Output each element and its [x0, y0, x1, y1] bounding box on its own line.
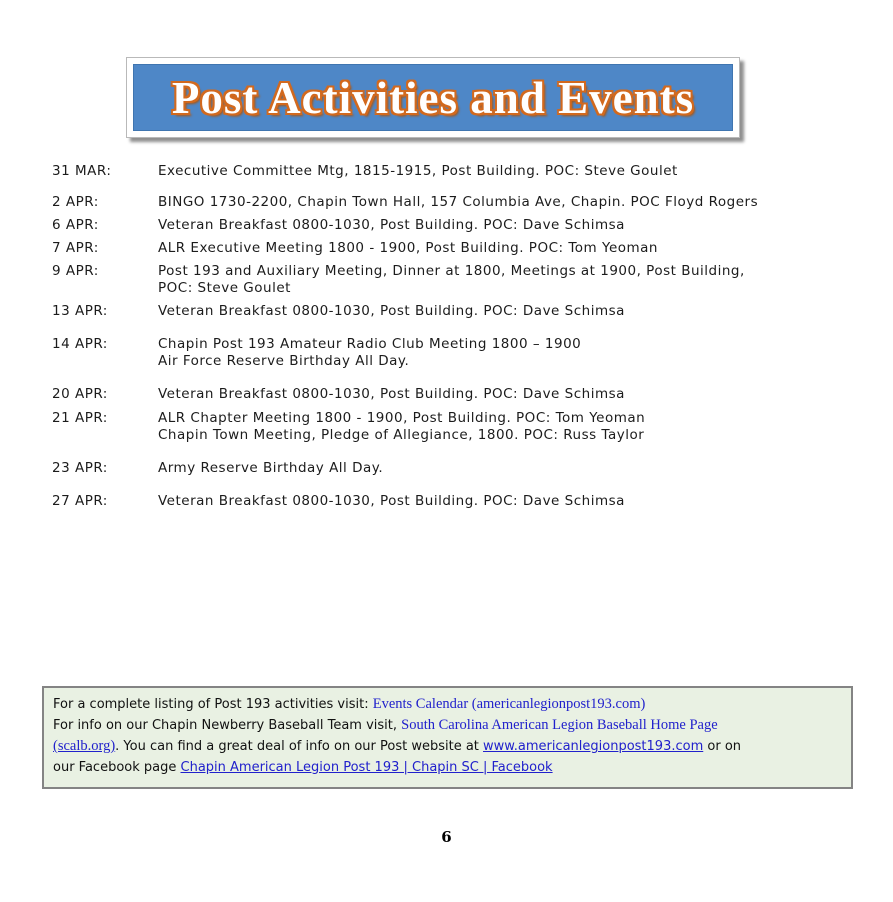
- event-description: [158, 460, 852, 477]
- event-date: 27 APR:: [52, 493, 108, 509]
- event-row: [52, 263, 852, 297]
- event-text: ALR Chapter Meeting 1800 - 1900, Post Building. POC: Tom Yeoman: [158, 410, 646, 426]
- event-text: Veteran Breakfast 0800-1030, Post Building. POC: Dave Schimsa: [158, 386, 625, 402]
- event-description: [158, 163, 852, 180]
- footer-text: our Facebook page: [53, 760, 181, 775]
- footer-text: or on: [703, 739, 742, 754]
- event-row: [52, 336, 852, 370]
- event-date: 14 APR:: [52, 336, 108, 352]
- links-info-box: [42, 686, 853, 789]
- event-text: ALR Executive Meeting 1800 - 1900, Post Building. POC: Tom Yeoman: [158, 240, 658, 256]
- banner-background: [133, 64, 733, 131]
- footer-line-2: [53, 715, 842, 736]
- event-description: [158, 493, 852, 510]
- event-text: POC: Steve Goulet: [158, 280, 291, 296]
- event-date: 21 APR:: [52, 410, 108, 426]
- event-text: Air Force Reserve Birthday All Day.: [158, 353, 410, 369]
- event-description: [158, 386, 852, 403]
- event-row: [52, 386, 852, 403]
- event-date: 23 APR:: [52, 460, 108, 476]
- event-text: Chapin Post 193 Amateur Radio Club Meeting 1800 – 1900: [158, 336, 582, 352]
- event-date: 2 APR:: [52, 194, 99, 210]
- event-row: [52, 410, 852, 444]
- events-calendar-link[interactable]: Events Calendar (americanlegionpost193.com): [372, 696, 646, 712]
- event-row: [52, 460, 852, 477]
- footer-text: For info on our Chapin Newberry Baseball Team visit,: [53, 718, 402, 733]
- event-description: [158, 336, 852, 370]
- event-description: [158, 303, 852, 320]
- event-row: [52, 303, 852, 320]
- event-text: BINGO 1730-2200, Chapin Town Hall, 157 Columbia Ave, Chapin. POC Floyd Rogers: [158, 194, 759, 210]
- event-row: [52, 163, 852, 180]
- page-number: 6: [441, 828, 452, 846]
- event-text: Chapin Town Meeting, Pledge of Allegiance, 1800. POC: Russ Taylor: [158, 427, 645, 443]
- footer-line-1: [53, 694, 842, 715]
- footer-text: For a complete listing of Post 193 activities visit:: [53, 697, 373, 712]
- event-row: [52, 493, 852, 510]
- event-date: 9 APR:: [52, 263, 99, 279]
- banner: [126, 57, 740, 138]
- footer-line-4: [53, 757, 842, 778]
- event-description: [158, 240, 852, 257]
- event-date: 6 APR:: [52, 217, 99, 233]
- event-description: [158, 217, 852, 234]
- footer-line-3: [53, 736, 842, 757]
- event-description: [158, 194, 852, 211]
- page-title: Post Activities and Events: [171, 72, 695, 123]
- event-description: [158, 263, 852, 297]
- event-text: Post 193 and Auxiliary Meeting, Dinner at 1800, Meetings at 1900, Post Building,: [158, 263, 745, 279]
- post-website-link[interactable]: www.americanlegionpost193.com: [483, 739, 704, 754]
- events-list: [52, 163, 852, 510]
- footer-text: . You can find a great deal of info on our Post website at: [115, 739, 484, 754]
- event-date: 13 APR:: [52, 303, 108, 319]
- event-date: 20 APR:: [52, 386, 108, 402]
- event-description: [158, 410, 852, 444]
- event-row: [52, 217, 852, 234]
- facebook-page-link[interactable]: Chapin American Legion Post 193 | Chapin SC | Facebook: [180, 760, 553, 775]
- event-text: Executive Committee Mtg, 1815-1915, Post Building. POC: Steve Goulet: [158, 163, 678, 179]
- event-date: 7 APR:: [52, 240, 99, 256]
- event-text: Veteran Breakfast 0800-1030, Post Building. POC: Dave Schimsa: [158, 303, 625, 319]
- event-text: Army Reserve Birthday All Day.: [158, 460, 384, 476]
- sc-baseball-home-page-link[interactable]: South Carolina American Legion Baseball Home Page: [401, 717, 718, 733]
- event-text: Veteran Breakfast 0800-1030, Post Building. POC: Dave Schimsa: [158, 217, 625, 233]
- event-date: 31 MAR:: [52, 163, 112, 179]
- event-row: [52, 240, 852, 257]
- event-text: Veteran Breakfast 0800-1030, Post Building. POC: Dave Schimsa: [158, 493, 625, 509]
- event-row: [52, 194, 852, 211]
- scalb-org-link[interactable]: (scalb.org): [53, 738, 116, 754]
